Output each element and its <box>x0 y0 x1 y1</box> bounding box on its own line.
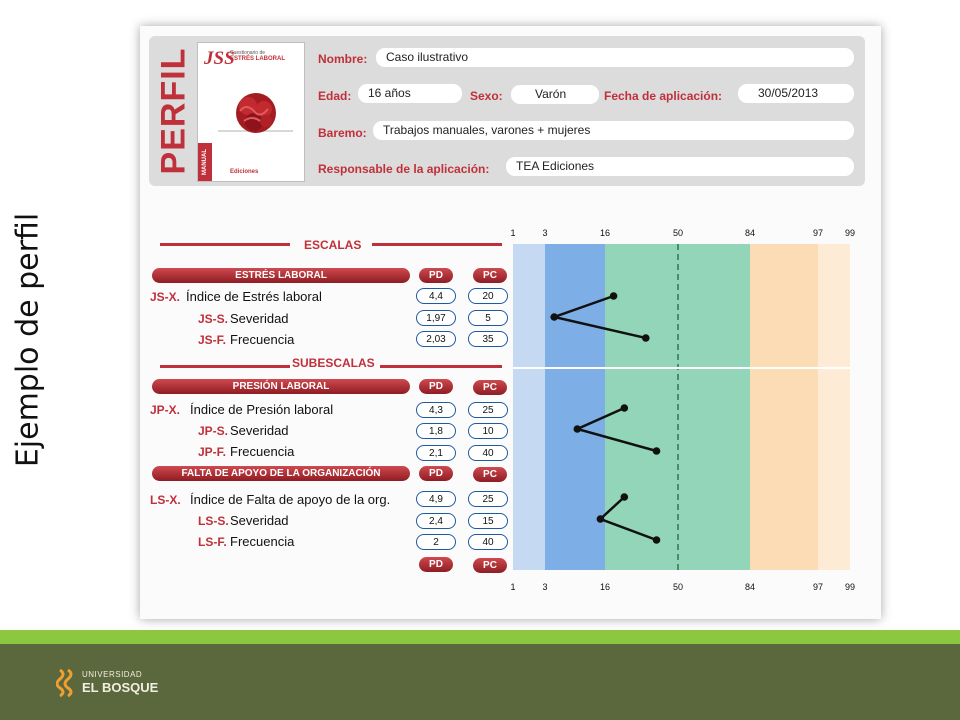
nombre-label: Nombre: <box>318 52 368 66</box>
percentile-band <box>678 244 750 570</box>
tick-label-bottom: 97 <box>812 582 824 592</box>
pc-header: PC <box>473 467 507 482</box>
row-name: Severidad <box>230 513 289 528</box>
tick-label-bottom: 84 <box>744 582 756 592</box>
row-name: Frecuencia <box>230 444 295 459</box>
pc-value: 20 <box>468 288 508 304</box>
group-title-presion: PRESIÓN LABORAL <box>152 379 410 394</box>
pd-footer: PD <box>419 557 453 572</box>
sexo-field[interactable]: Varón <box>511 85 599 104</box>
escalas-heading: ESCALAS <box>304 238 362 252</box>
row-code: JS-X. <box>150 290 181 304</box>
profile-point <box>621 404 629 412</box>
pd-value: 4,9 <box>416 491 456 507</box>
edad-field[interactable]: 16 años <box>358 84 462 103</box>
pd-header: PD <box>419 268 453 283</box>
subescalas-heading: SUBESCALAS <box>292 356 375 370</box>
pc-value: 40 <box>468 534 508 550</box>
row-code: LS-S. <box>198 514 229 528</box>
university-name-line2: EL BOSQUE <box>82 680 159 695</box>
row-code: JP-F. <box>198 445 227 459</box>
profile-point <box>653 536 661 544</box>
pc-value: 10 <box>468 423 508 439</box>
pd-value: 2,1 <box>416 445 456 461</box>
percentile-band <box>545 244 605 570</box>
edad-label: Edad: <box>318 89 352 103</box>
cover-title: ESTRÉS LABORAL <box>230 56 286 62</box>
slide-title-text: Ejemplo de perfil <box>10 212 46 468</box>
fecha-label: Fecha de aplicación: <box>604 89 723 103</box>
row-code: LS-X. <box>150 493 181 507</box>
profile-point <box>621 493 629 501</box>
profile-point <box>597 515 605 523</box>
row-code: JS-S. <box>198 312 229 326</box>
profile-point <box>574 425 582 433</box>
row-code: JS-F. <box>198 333 227 347</box>
pd-value: 4,4 <box>416 288 456 304</box>
tick-label-top: 99 <box>844 228 856 238</box>
pd-header: PD <box>419 379 453 394</box>
pd-value: 2,03 <box>416 331 456 347</box>
profile-point <box>642 334 650 342</box>
pc-header: PC <box>473 380 507 395</box>
pc-header: PC <box>473 268 507 283</box>
group-title-apoyo: FALTA DE APOYO DE LA ORGANIZACIÓN <box>152 466 410 481</box>
percentile-band <box>513 244 545 570</box>
tick-label-top: 97 <box>812 228 824 238</box>
tick-label-bottom: 99 <box>844 582 856 592</box>
row-name: Severidad <box>230 423 289 438</box>
jss-logo: JSS <box>204 48 235 69</box>
row-name: Frecuencia <box>230 534 295 549</box>
row-code: LS-F. <box>198 535 227 549</box>
responsable-label: Responsable de la aplicación: <box>318 162 490 176</box>
publisher-label: Ediciones <box>230 169 259 175</box>
tick-label-top: 84 <box>744 228 756 238</box>
pc-value: 15 <box>468 513 508 529</box>
row-name: Severidad <box>230 311 289 326</box>
tick-label-bottom: 50 <box>672 582 684 592</box>
university-name-line1: UNIVERSIDAD <box>82 670 143 679</box>
pc-value: 25 <box>468 491 508 507</box>
tick-label-top: 50 <box>672 228 684 238</box>
profile-point <box>610 292 618 300</box>
group-title-estres: ESTRÉS LABORAL <box>152 268 410 283</box>
percentile-profile-chart <box>140 26 881 619</box>
row-name: Índice de Presión laboral <box>190 402 334 417</box>
baremo-label: Baremo: <box>318 126 367 140</box>
percentile-band <box>605 244 678 570</box>
profile-point <box>550 313 558 321</box>
percentile-band <box>750 244 818 570</box>
pc-footer: PC <box>473 558 507 573</box>
tick-label-bottom: 3 <box>542 582 548 592</box>
tick-label-top: 1 <box>510 228 516 238</box>
pd-value: 2,4 <box>416 513 456 529</box>
cover-subtitle: Cuestionario de <box>230 50 266 56</box>
tick-label-bottom: 16 <box>599 582 611 592</box>
pd-value: 1,8 <box>416 423 456 439</box>
tick-label-top: 16 <box>599 228 611 238</box>
percentile-band <box>818 244 850 570</box>
manual-label: MANUAL <box>202 149 208 175</box>
tick-label-top: 3 <box>542 228 548 238</box>
pc-value: 25 <box>468 402 508 418</box>
responsable-field[interactable]: TEA Ediciones <box>506 157 854 176</box>
pd-value: 1,97 <box>416 310 456 326</box>
pc-value: 5 <box>468 310 508 326</box>
fecha-field[interactable]: 30/05/2013 <box>738 84 854 103</box>
row-code: JP-X. <box>150 403 181 417</box>
row-name: Índice de Falta de apoyo de la org. <box>190 492 391 507</box>
pc-value: 40 <box>468 445 508 461</box>
pd-value: 2 <box>416 534 456 550</box>
profile-point <box>653 447 661 455</box>
row-code: JP-S. <box>198 424 229 438</box>
baremo-field[interactable]: Trabajos manuales, varones + mujeres <box>373 121 854 140</box>
footer-accent-bar <box>0 630 960 644</box>
university-logo-icon <box>56 668 76 698</box>
nombre-field[interactable]: Caso ilustrativo <box>376 48 854 67</box>
profile-sheet <box>140 26 881 619</box>
pd-value: 4,3 <box>416 402 456 418</box>
row-name: Frecuencia <box>230 332 295 347</box>
perfil-label: PERFIL <box>154 47 193 175</box>
row-name: Índice de Estrés laboral <box>186 289 322 304</box>
sexo-label: Sexo: <box>470 89 503 103</box>
pd-header: PD <box>419 466 453 481</box>
tick-label-bottom: 1 <box>510 582 516 592</box>
pc-value: 35 <box>468 331 508 347</box>
